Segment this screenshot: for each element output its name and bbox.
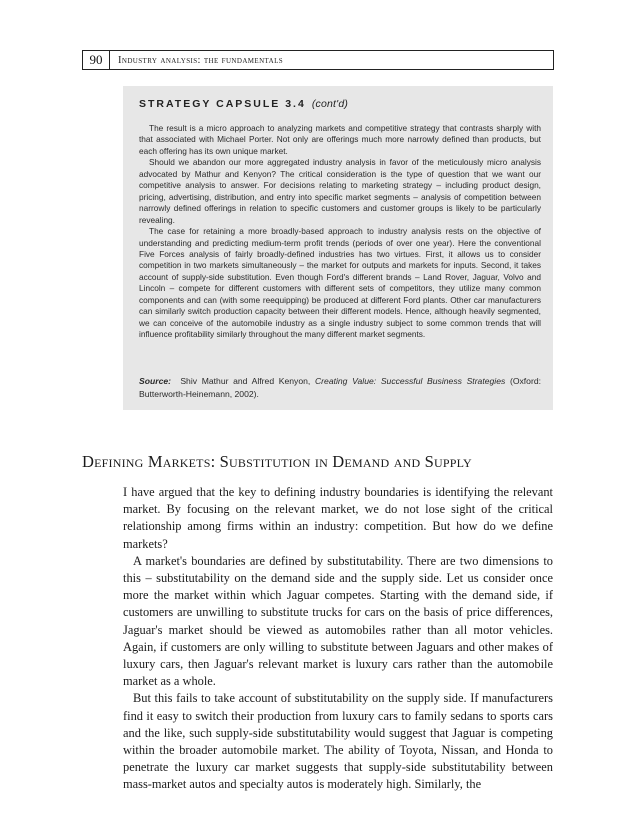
capsule-cont-label: (cont'd) (311, 98, 349, 110)
running-header (82, 50, 554, 70)
body-paragraph: I have argued that the key to defining industry boundaries is identifying the relevant market. By focusing on the relevant market, we do not lose sight of the critical relationship among firms within an industry: competition. But how do we define markets? (123, 485, 553, 551)
capsule-title (139, 98, 348, 110)
body-paragraph: A market's boundaries are defined by substitutability. There are two dimensions to this – substitutability on the demand side and the supply side. Let us consider once more the market within which Jaguar competes. Starting with the demand side, if customers are unwilling to substitute trucks for cars on the basis of price differences, Jaguar's market should be viewed as automobiles rather than all motor vehicles. Again, if customers are only willing to substitute between Jaguars and other makes of luxury cars, then Jaguar's relevant market is luxury cars rather than the automobile market as a whole. (123, 553, 553, 689)
body-paragraph: But this fails to take account of substitutability on the supply side. If manufacturers find it easy to switch their production from luxury cars to family sedans to sports cars and the like, such supply-side substitutability would suggest that Jaguar is competing within the broader automobile market. The ability of Toyota, Nissan, and Honda to penetrate the luxury car market suggests that supply-side substitutability between mass-market autos and specialty autos is moderately high. Similarly, the (123, 691, 553, 792)
capsule-source (139, 375, 541, 401)
source-label: Source: (139, 376, 171, 386)
capsule-paragraph: The case for retaining a more broadly-based approach to industry analysis rests on the objective of understanding and predicting medium-term profit trends (periods of over one year). Here the conventional Five Forces analysis of fairly broadly-defined industries has two virtues. First, it allows us to consider competition in two markets simultaneously – the market for outputs and markets for inputs. Second, it takes account of supply-side substitution. Even though Ford's different brands – Land Rover, Jaguar, Volvo and Lincoln – compete for different customers with different sets of competitors, they utilize many common components and can (with some reequipping) be produced at different Ford plants. Other car manufacturers can similarly switch production capacity between their different models. Hence, although heavily segmented, we can conceive of the automobile industry as a single industry subject to some common trends that will influence profitability similarly throughout the many different market segments. (139, 226, 541, 340)
capsule-paragraph: Should we abandon our more aggregated industry analysis in favor of the meticulously micro analysis advocated by Mathur and Kenyon? The critical consideration is the type of question that we want our competitive analysis to answer. For decisions relating to marketing strategy – including product design, pricing, advertising, distribution, and entry into specific market segments – analysis of competition between narrowly defined offerings in relation to specific customers and customer groups is likely to be particularly revealing. (139, 157, 541, 225)
section-heading: Defining Markets: Substitution in Demand and Supply (82, 452, 472, 471)
source-authors: Shiv Mathur and Alfred Kenyon, (180, 376, 311, 386)
source-book-title: Creating Value: Successful Business Strategies (314, 376, 506, 386)
capsule-paragraph: The result is a micro approach to analyzing markets and competitive strategy that contrasts sharply with that associated with Michael Porter. Not only are offerings much more narrowly defined than products, but each offering has its own unique market. (139, 123, 541, 156)
capsule-body (139, 123, 541, 341)
source-publisher: (Oxford: Butterworth-Heinemann, 2002). (139, 376, 541, 399)
capsule-title-text: STRATEGY CAPSULE 3.4 (139, 98, 306, 110)
running-head-title: Industry analysis: the fundamentals (118, 54, 284, 66)
body-text (123, 484, 553, 794)
page-number: 90 (83, 51, 110, 69)
